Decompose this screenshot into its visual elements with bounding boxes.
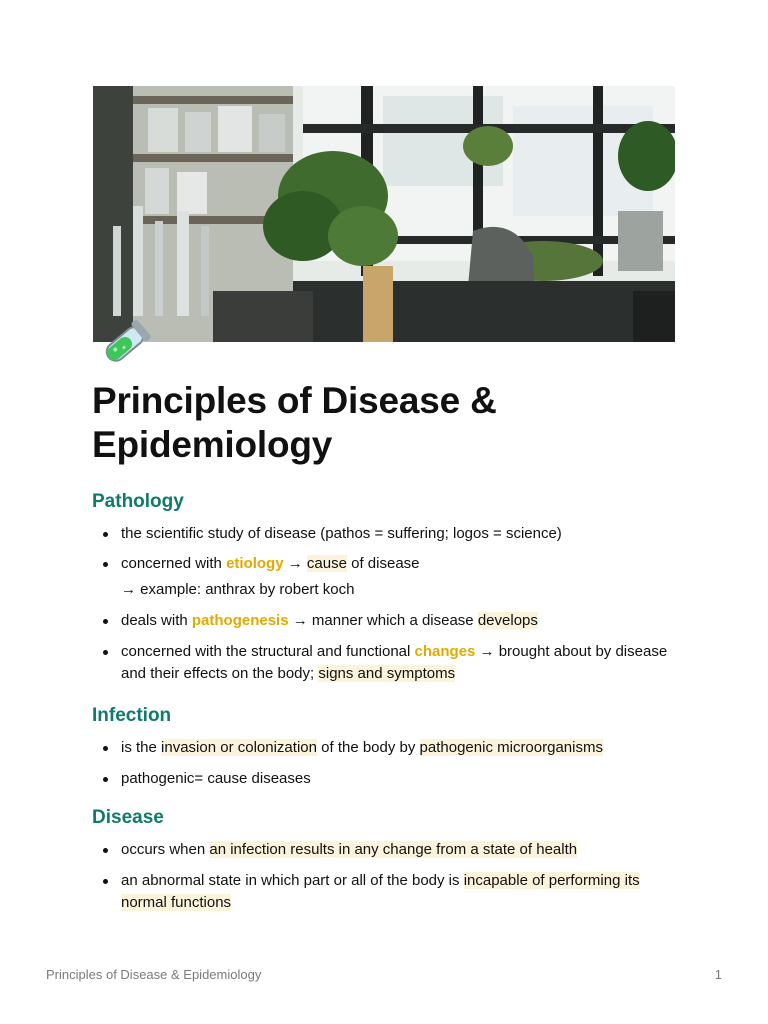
disease-list: [92, 839, 682, 914]
highlight-cause: cause: [306, 555, 347, 572]
page-number: 1: [714, 967, 722, 982]
footer-title: Principles of Disease & Epidemiology: [46, 967, 262, 982]
list-item: is the invasion or colonization of the body by pathogenic microorganisms: [92, 737, 682, 759]
highlight-develops: develops: [477, 612, 538, 629]
list-item: concerned with etiology → cause of disease: [92, 553, 682, 575]
list-item: concerned with the structural and functional changes → brought about by disease and their effects on the body; signs and symptoms: [92, 641, 682, 685]
list-item: occurs when an infection results in any change from a state of health: [92, 839, 682, 861]
list-item: the scientific study of disease (pathos = suffering; logos = science): [92, 523, 682, 545]
keyword-changes: changes: [414, 643, 476, 660]
sub-note: → example: anthrax by robert koch: [121, 581, 355, 598]
lab-plants-photo: [93, 86, 675, 342]
highlight-infection-change: an infection results in any change from a state of health: [209, 841, 578, 858]
infection-list: [92, 737, 682, 790]
highlight-invasion: invasion or colonization: [161, 739, 317, 756]
keyword-pathogenesis: pathogenesis: [191, 612, 289, 629]
section-heading-disease: Disease: [92, 807, 164, 828]
keyword-etiology: etiology: [226, 555, 284, 572]
highlight-incapable: incapable of performing its normal functions: [121, 872, 640, 911]
pathology-list: [92, 523, 682, 685]
list-item: an abnormal state in which part or all of the body is incapable of performing its normal functions: [92, 870, 682, 914]
page-title: Principles of Disease & Epidemiology: [92, 380, 497, 465]
list-item: deals with pathogenesis → manner which a disease develops: [92, 610, 682, 632]
section-heading-pathology: Pathology: [92, 491, 184, 512]
highlight-signs-symptoms: signs and symptoms: [318, 665, 456, 682]
cover-image: [93, 86, 675, 342]
list-item: pathogenic= cause diseases: [92, 768, 682, 790]
highlight-pathogenic-microorganisms: pathogenic microorganisms: [419, 739, 603, 756]
test-tube-icon: [96, 318, 154, 370]
section-heading-infection: Infection: [92, 705, 172, 726]
